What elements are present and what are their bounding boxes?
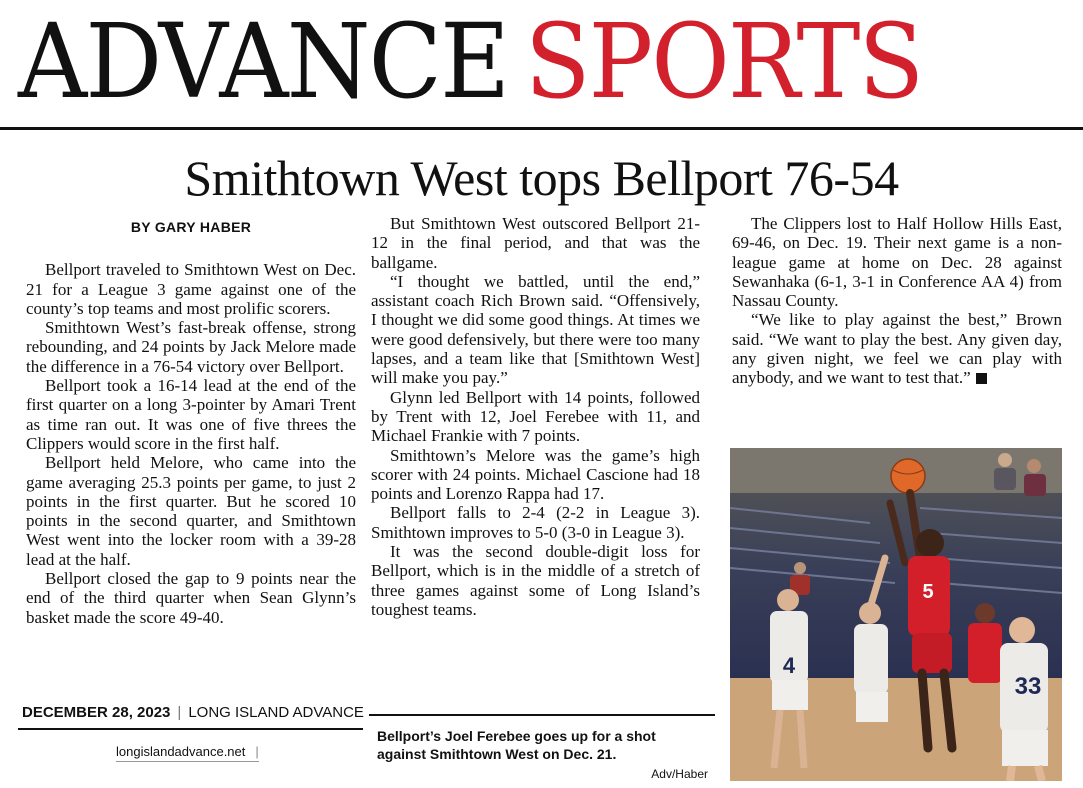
article-column-3 [732, 214, 1062, 388]
paragraph: Bellport traveled to Smithtown West on Dec. 21 for a League 3 game against one of the county’s top teams and most prolific scorers. [26, 260, 356, 318]
paragraph-final-text: “We like to play against the best,” Brown said. “We want to play the best. Any given day, any given night, we feel we can play with anybody, and we want to test that.” [732, 310, 1062, 388]
paragraph: Glynn led Bellport with 14 points, followed by Trent with 12, Joel Ferebee with 11, and Michael Frankie with 7 points. [371, 387, 700, 446]
paragraph: Bellport falls to 2-4 (2-2 in League 3). Smithtown improves to 5-0 (3-0 in League 3). [371, 503, 700, 542]
masthead [18, 4, 1006, 120]
paper-name: LONG ISLAND ADVANCE [188, 704, 364, 721]
article-headline: Smithtown West tops Bellport 76-54 [184, 150, 899, 206]
dateline [22, 704, 364, 721]
game-photo [730, 448, 1062, 781]
article-column-1 [26, 214, 356, 627]
masthead-sports: SPORTS [524, 2, 923, 122]
paragraph: Bellport held Melore, who came into the game averaging 25.3 points per game, to just 2 points in the first quarter. But he scored 10 points in the second quarter, and Smithtown West went into the locker room with a 39-28 lead at the half. [26, 453, 356, 569]
paragraph: But Smithtown West outscored Bellport 21-12 in the final period, and that was the ballgame. [371, 214, 700, 272]
website-separator: | [255, 744, 259, 759]
end-mark-icon [976, 373, 987, 384]
issue-date: DECEMBER 28, 2023 [22, 704, 171, 721]
paragraph: It was the second double-digit loss for Bellport, which is in the middle of a stretch of three games against some of Long Island’s toughest teams. [371, 542, 700, 619]
masthead-advance: ADVANCE [18, 2, 509, 122]
byline: BY GARY HABER [130, 219, 252, 235]
paragraph: The Clippers lost to Half Hollow Hills East, 69-46, on Dec. 19. Their next game is a non-league game at home on Dec. 28 against Sewanhaka (6-1, 3-1 in Conference AA 4) from Nassau County. [732, 214, 1062, 311]
photo-credit: Adv/Haber [651, 767, 708, 781]
photo-caption: Bellport’s Joel Ferebee goes up for a shot against Smithtown West on Dec. 21. [377, 728, 656, 762]
dateline-separator: | [177, 704, 182, 721]
svg-text:5: 5 [922, 581, 934, 603]
paragraph: Smithtown’s Melore was the game’s high scorer with 24 points. Michael Cascione had 18 points and Lorenzo Rappa had 17. [371, 445, 700, 504]
article-column-2 [371, 214, 700, 619]
spectator [998, 453, 1012, 467]
paragraph-final [732, 310, 1062, 387]
website-url[interactable]: longislandadvance.net [116, 744, 246, 759]
masthead-rule [0, 127, 1083, 130]
basketball-icon [891, 459, 925, 493]
paragraph: Bellport closed the gap to 9 points near the end of the third quarter when Sean Glynn’s basket made the score 49-40. [26, 569, 356, 627]
svg-text:33: 33 [1014, 673, 1042, 700]
footer-rule [18, 728, 363, 730]
svg-text:4: 4 [782, 653, 796, 678]
paragraph: Smithtown West’s fast-break offense, strong rebounding, and 24 points by Jack Melore made the difference in a 76-54 victory over Bellport. [26, 318, 356, 376]
caption-rule [369, 714, 715, 716]
paragraph: Bellport took a 16-14 lead at the end of the first quarter on a long 3-pointer by Amari Trent as time ran out. It was one of five threes the Clippers would score in the first half. [26, 376, 356, 453]
website-link[interactable] [116, 744, 259, 762]
paragraph: “I thought we battled, until the end,” assistant coach Rich Brown said. “Offensively, I thought we did some good things. At times we were good defensively, but there were too many lapses, and a team like that [Smithtown West] will make you pay.” [371, 271, 700, 388]
